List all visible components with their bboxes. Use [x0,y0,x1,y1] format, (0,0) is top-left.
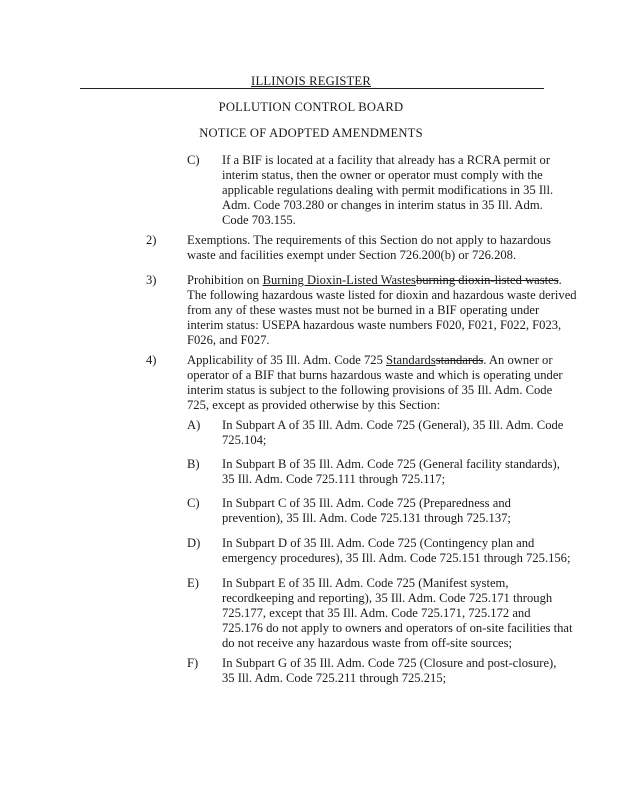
paragraph-text: In Subpart G of 35 Ill. Adm. Code 725 (Closure and post-closure), 35 Ill. Adm. Code 725.211 through 725.215; [222,656,557,685]
paragraph-text: In Subpart A of 35 Ill. Adm. Code 725 (General), 35 Ill. Adm. Code 725.104; [222,418,564,447]
paragraph-label: B) [187,457,200,471]
paragraph-text: Applicability of 35 Ill. Adm. Code 725 Standardsstandards. An owner or operator of a BIF that burns hazardous waste and which is operating under interim status is subject to the following provisions of 35 Ill. Adm. Code 725, except as provided otherwise by this Section: [187,353,563,412]
paragraph-text: In Subpart C of 35 Ill. Adm. Code 725 (Preparedness and prevention), 35 Ill. Adm. Code 725.131 through 725.137; [222,496,511,525]
inserted-text: Standards [386,353,436,367]
paragraph-text: In Subpart B of 35 Ill. Adm. Code 725 (General facility standards), 35 Ill. Adm. Code 725.111 through 725.117; [222,457,560,486]
paragraph-label: E) [187,576,199,590]
paragraph-text: Prohibition on Burning Dioxin-Listed Wastesburning dioxin-listed wastes. The following hazardous waste listed for dioxin and hazardous waste derived from any of these wastes must not be burned in a BIF operating under interim status: USEPA hazardous waste numbers F020, F021, F022, F023, F026, and F027. [187,273,577,347]
deleted-text: standards [435,353,484,367]
paragraph-text: In Subpart D of 35 Ill. Adm. Code 725 (Contingency plan and emergency procedures), 35 Ill. Adm. Code 725.151 through 725.156; [222,536,571,565]
paragraph-label: C) [187,153,200,167]
paragraph-label: A) [187,418,201,432]
paragraph-label: C) [187,496,200,510]
paragraph-label: 4) [146,353,157,367]
paragraph-text: Exemptions. The requirements of this Section do not apply to hazardous waste and facilities exempt under Section 726.200(b) or 726.208. [187,233,551,262]
board-name: POLLUTION CONTROL BOARD [218,100,404,114]
inserted-text: Burning Dioxin-Listed Wastes [262,273,416,287]
paragraph-text: In Subpart E of 35 Ill. Adm. Code 725 (Manifest system, recordkeeping and reporting), 35 Ill. Adm. Code 725.171 through 725.177, except that 35 Ill. Adm. Code 725.171, 725.172 and 725.176 do not apply to owners and operators of on-site facilities that do not receive any hazardous waste from off-site sources; [222,576,573,650]
deleted-text: burning dioxin-listed wastes [415,273,559,287]
paragraph-label: 3) [146,273,157,287]
notice-title: NOTICE OF ADOPTED AMENDMENTS [199,126,423,140]
paragraph-label: 2) [146,233,157,247]
register-title: ILLINOIS REGISTER [251,74,371,88]
paragraph-label: D) [187,536,201,550]
paragraph-text: If a BIF is located at a facility that already has a RCRA permit or interim status, then the owner or operator must comply with the applicable regulations dealing with permit modifications in 35 Ill. Adm. Code 703.280 or changes in interim status in 35 Ill. Adm. Code 703.155. [222,153,554,227]
header-rule [80,88,544,89]
paragraph-label: F) [187,656,199,670]
